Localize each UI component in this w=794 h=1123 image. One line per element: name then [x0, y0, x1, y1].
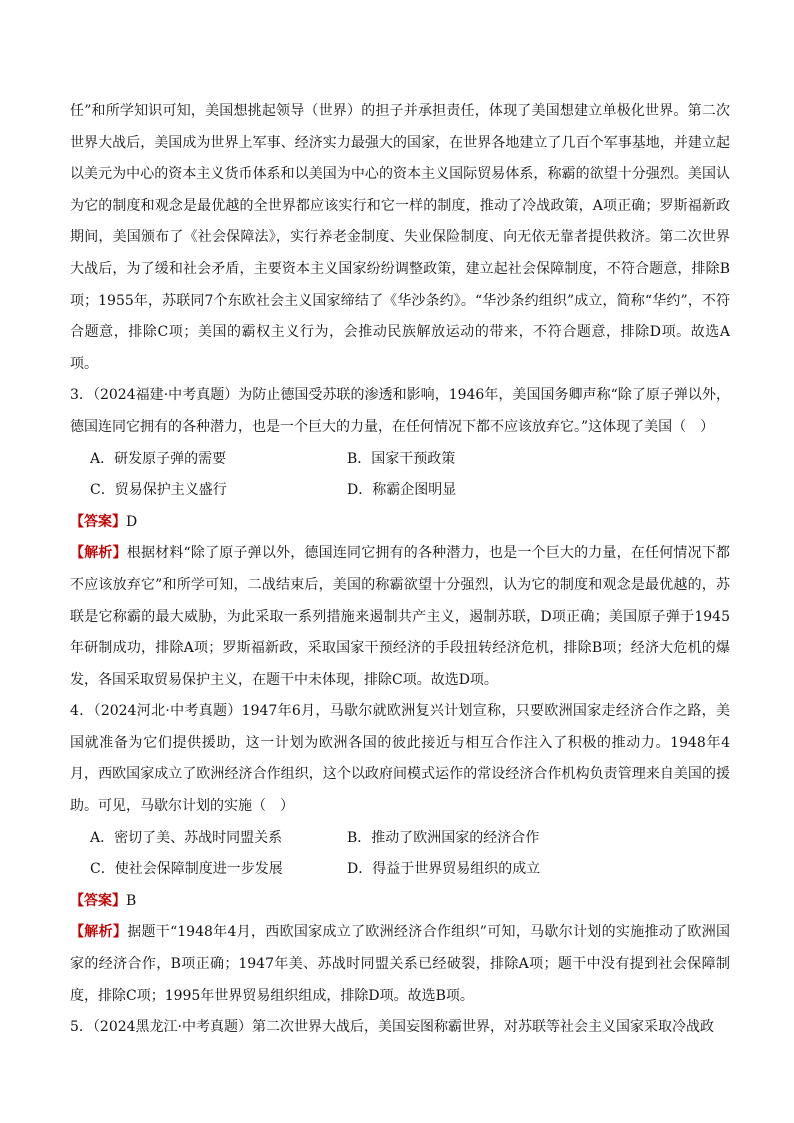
- q3-stem: 3．（2024福建·中考真题）为防止德国受苏联的渗透和影响，1946年，美国国务卿声称“除了原子弹以外，德国连同它拥有的各种潜力，也是一个巨大的力量，在任何情况下都不应该放弃它。”这体现了美国（ ）: [70, 387, 730, 435]
- q4-analysis-text: 据题干“1948年4月，西欧国家成立了欧洲经济合作组织”可知，马歇尔计划的实施推动了欧洲国家的经济合作，B项正确；1947年美、苏战时同盟关系已经破裂，排除A项；题干中没有提到社会保障制度，排除C项；1995年世界贸易组织组成，排除D项。故选B项。: [70, 924, 730, 1004]
- q4-option-a: A．密切了美、苏战时同盟关系: [90, 829, 283, 846]
- q4-option-b: B．推动了欧洲国家的经济合作: [347, 829, 540, 846]
- q4-options-row-1: [70, 823, 730, 855]
- q3-option-c: C．贸易保护主义盛行: [90, 482, 227, 499]
- q5-stem: 5．（2024黑龙江·中考真题）第二次世界大战后，美国妄图称霸世界，对苏联等社会主义国家采取冷战政: [70, 1019, 714, 1036]
- question-4: [70, 696, 730, 1012]
- q3-analysis-label: 【解析】: [70, 545, 127, 562]
- q3-option-a: A．研发原子弹的需要: [90, 450, 227, 467]
- question-5: [70, 1012, 730, 1044]
- q4-stem: 4．（2024河北·中考真题）1947年6月，马歇尔就欧洲复兴计划宣称，只要欧洲国家走经济合作之路，美国就准备为它们提供援助，这一计划为欧洲各国的彼此接近与相互合作注入了积极的推动力。1948年4月，西欧国家成立了欧洲经济合作组织，这个以政府间模式运作的常设经济合作机构负责管理来自美国的援助。可见，马歇尔计划的实施（ ）: [70, 703, 730, 815]
- q4-option-c: C．使社会保障制度进一步发展: [90, 861, 283, 878]
- q3-analysis: [70, 538, 730, 696]
- q3-options-row-1: [70, 444, 730, 476]
- q3-answer-value: D: [126, 513, 138, 530]
- q4-options-row-2: [70, 854, 730, 886]
- q3-option-d: D．称霸企图明显: [347, 482, 457, 499]
- q3-answer: [70, 507, 730, 539]
- q4-answer: [70, 886, 730, 918]
- q2-analysis-continued: 任”和所学知识可知，美国想挑起领导（世界）的担子并承担责任，体现了美国想建立单极化世界。第二次世界大战后，美国成为世界上军事、经济实力最强大的国家，在世界各地建立了几百个军事基地，并建立起以美元为中心的资本主义货币体系和以美国为中心的资本主义国际贸易体系，称霸的欲望十分强烈。美国认为它的制度和观念是最优越的全世界都应该实行和它一样的制度，推动了冷战政策，A项正确；罗斯福新政期间，美国颁布了《社会保障法》，实行养老金制度、失业保险制度、向无依无靠者提供救济。第二次世界大战后，为了缓和社会矛盾，主要资本主义国家纷纷调整政策，建立起社会保障制度，不符合题意，排除B项；1955年，苏联同7个东欧社会主义国家缔结了《华沙条约》。“华沙条约组织”成立，简称“华约”，不符合题意，排除C项；美国的霸权主义行为，会推动民族解放运动的带来，不符合题意，排除D项。故选A项。: [70, 103, 730, 372]
- q3-option-b: B．国家干预政策: [347, 450, 456, 467]
- q4-analysis-label: 【解析】: [70, 924, 128, 941]
- q3-options-row-2: [70, 475, 730, 507]
- q4-option-d: D．得益于世界贸易组织的成立: [347, 861, 541, 878]
- q4-answer-value: B: [126, 892, 137, 909]
- q4-analysis: [70, 917, 730, 1012]
- q3-answer-label: 【答案】: [70, 513, 126, 530]
- q4-answer-label: 【答案】: [70, 892, 126, 909]
- q3-analysis-text: 根据材料“除了原子弹以外，德国连同它拥有的各种潜力，也是一个巨大的力量，在任何情况下都不应该放弃它”和所学可知，二战结束后，美国的称霸欲望十分强烈，认为它的制度和观念是最优越的，苏联是它称霸的最大威胁，为此采取一系列措施来遏制共产主义，遏制苏联，D项正确；美国原子弹于1945年研制成功，排除A项；罗斯福新政，采取国家干预经济的手段扭转经济危机，排除B项；经济大危机的爆发，各国采取贸易保护主义，在题干中未体现，排除C项。故选D项。: [70, 545, 731, 688]
- document-page: [70, 96, 730, 1044]
- question-3: [70, 380, 730, 696]
